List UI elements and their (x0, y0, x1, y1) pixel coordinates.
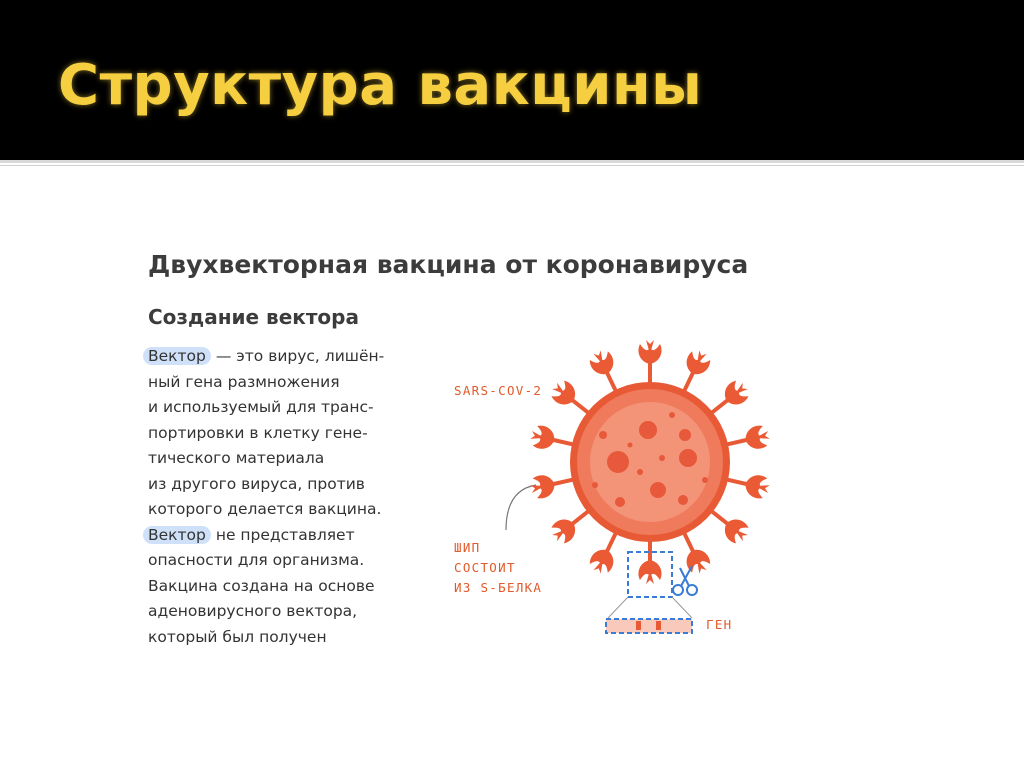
text-line: тического материала (148, 449, 325, 467)
text-line: из другого вируса, против (148, 474, 365, 493)
spike-label-line: СОСТОИТ (454, 560, 516, 575)
term-highlight-vector: Вектор (143, 347, 211, 365)
text-line (148, 344, 448, 370)
text-line: которого делается вакцина. (148, 500, 382, 518)
virus-label: SARS-COV-2 (454, 383, 543, 398)
text-line: опасности для организма. (148, 551, 365, 569)
term-highlight-vector: Вектор (143, 526, 211, 544)
gene-mark (636, 621, 641, 630)
zoom-line (608, 597, 628, 618)
header-divider (0, 160, 1024, 163)
text-fragment: не представляет (210, 525, 355, 544)
virus-illustration (440, 340, 800, 630)
slide-title: Структура вакцины (58, 53, 703, 118)
text-line (148, 523, 448, 549)
slide-header (0, 0, 1024, 160)
gene-strip (606, 619, 692, 633)
gene-label: ГЕН (706, 617, 733, 632)
spike (638, 538, 661, 584)
spike-label-line: ИЗ S-БЕЛКА (454, 580, 543, 595)
text-line: ный гена размножения (148, 372, 340, 391)
document-subheading: Создание вектора (148, 305, 359, 329)
vector-description (148, 344, 448, 646)
spike-label-line: ШИП (454, 540, 481, 555)
text-fragment: — это вирус, лишён- (210, 347, 385, 365)
gene-mark (656, 621, 661, 630)
virus-drawing (440, 340, 800, 630)
text-line: портировки в клетку гене- (148, 423, 368, 442)
document-heading: Двухвекторная вакцина от коронавируса (148, 250, 749, 279)
zoom-line (672, 597, 692, 618)
scissors-icon (673, 566, 697, 595)
text-line: Вакцина создана на основе (148, 576, 375, 595)
text-line: который был получен (148, 627, 327, 646)
spike (638, 340, 661, 386)
text-line: и используемый для транс- (148, 398, 374, 416)
text-line: аденовирусного вектора, (148, 602, 358, 620)
label-pointer-line (506, 485, 536, 530)
